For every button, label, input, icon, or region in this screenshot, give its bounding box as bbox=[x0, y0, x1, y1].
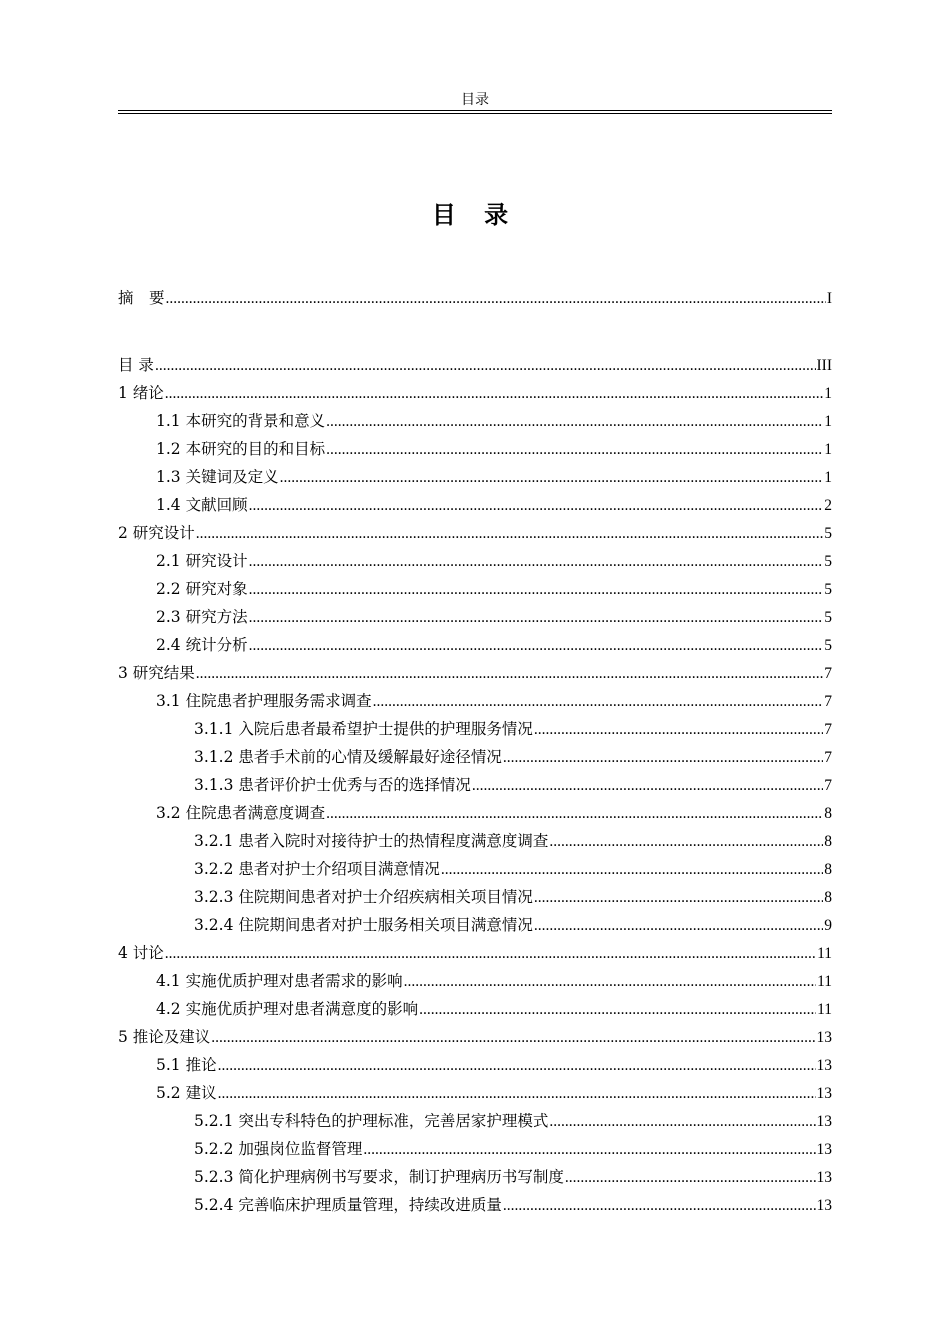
toc-entry[interactable] bbox=[118, 1165, 832, 1189]
header-divider bbox=[118, 110, 832, 114]
toc-entry-label: 3.2 住院患者满意度调查 bbox=[156, 804, 326, 822]
toc-entry-label: 3.1.2 患者手术前的心情及缓解最好途径情况 bbox=[194, 748, 502, 766]
toc-entry-page: 7 bbox=[824, 693, 832, 710]
toc-leader-dots bbox=[166, 287, 826, 311]
toc-leader-dots bbox=[196, 662, 823, 686]
toc-entry-page: 7 bbox=[824, 721, 832, 738]
toc-entry-page: 7 bbox=[824, 665, 832, 682]
toc-entry-page: 13 bbox=[816, 1057, 832, 1074]
toc-entry-label: 目 录 bbox=[118, 356, 154, 374]
toc-leader-dots bbox=[280, 466, 824, 490]
toc-entry-label: 4.1 实施优质护理对患者需求的影响 bbox=[156, 972, 403, 990]
toc-entry[interactable] bbox=[118, 521, 832, 545]
toc-leader-dots bbox=[249, 634, 824, 658]
toc-entry-page: 8 bbox=[824, 805, 832, 822]
toc-entry[interactable] bbox=[118, 857, 832, 881]
toc-leader-dots bbox=[503, 746, 823, 770]
toc-entry-label: 3.2.2 患者对护士介绍项目满意情况 bbox=[194, 860, 440, 878]
toc-entry-label: 2 研究设计 bbox=[118, 524, 195, 542]
toc-entry[interactable] bbox=[118, 605, 832, 629]
toc-entry-label: 3.2.1 患者入院时对接待护士的热情程度满意度调查 bbox=[194, 832, 549, 850]
toc-entry-label: 5.2.3 简化护理病例书写要求，制订护理病历书写制度 bbox=[194, 1168, 564, 1186]
toc-entry[interactable] bbox=[118, 493, 832, 517]
toc-entry-label: 3 研究结果 bbox=[118, 664, 195, 682]
toc-leader-dots bbox=[472, 774, 823, 798]
toc-leader-dots bbox=[565, 1166, 816, 1190]
toc-entry[interactable] bbox=[118, 941, 832, 965]
toc-entry-label: 3.2.3 住院期间患者对护士介绍疾病相关项目情况 bbox=[194, 888, 533, 906]
toc-leader-dots bbox=[326, 438, 823, 462]
toc-entry-label: 1.3 关键词及定义 bbox=[156, 468, 279, 486]
toc-leader-dots bbox=[249, 550, 824, 574]
toc-entry-page: 11 bbox=[817, 973, 832, 990]
toc-leader-dots bbox=[441, 858, 823, 882]
toc-entry-page: 8 bbox=[824, 889, 832, 906]
toc-entry-label: 1.4 文献回顾 bbox=[156, 496, 248, 514]
toc-entry[interactable] bbox=[118, 661, 832, 685]
toc-entry-label: 5.1 推论 bbox=[156, 1056, 217, 1074]
toc-entry-label: 2.4 统计分析 bbox=[156, 636, 248, 654]
toc-leader-dots bbox=[211, 1026, 815, 1050]
toc-leader-dots bbox=[326, 410, 823, 434]
toc-leader-dots bbox=[155, 354, 816, 378]
toc-entry-page: III bbox=[816, 357, 832, 374]
toc-entry-page: 5 bbox=[824, 609, 832, 626]
toc-entry-page: 8 bbox=[824, 861, 832, 878]
toc-entry[interactable] bbox=[118, 437, 832, 461]
toc-leader-dots bbox=[218, 1054, 816, 1078]
toc-entry[interactable] bbox=[118, 549, 832, 573]
toc-entry-label: 4 讨论 bbox=[118, 944, 164, 962]
toc-entry-label: 3.1.3 患者评价护士优秀与否的选择情况 bbox=[194, 776, 471, 794]
toc-leader-dots bbox=[363, 1138, 815, 1162]
toc-entry-label: 3.1.1 入院后患者最希望护士提供的护理服务情况 bbox=[194, 720, 533, 738]
toc-leader-dots bbox=[373, 690, 824, 714]
toc-entry-label: 5.2 建议 bbox=[156, 1084, 217, 1102]
toc-leader-dots bbox=[503, 1194, 816, 1218]
toc-entry[interactable] bbox=[118, 633, 832, 657]
running-header: 目录 bbox=[461, 92, 489, 108]
toc-leader-dots bbox=[549, 1110, 815, 1134]
toc-entry[interactable] bbox=[118, 913, 832, 937]
toc-entry-page: 5 bbox=[824, 637, 832, 654]
toc-entry[interactable] bbox=[118, 1081, 832, 1105]
toc-entry-label: 3.2.4 住院期间患者对护士服务相关项目满意情况 bbox=[194, 916, 533, 934]
toc-entry-page: 13 bbox=[816, 1113, 832, 1130]
toc-entry-label: 5.2.1 突出专科特色的护理标准，完善居家护理模式 bbox=[194, 1112, 549, 1130]
toc-entry-page: 5 bbox=[824, 581, 832, 598]
toc-leader-dots bbox=[165, 942, 816, 966]
toc-entry-label: 1 绪论 bbox=[118, 384, 164, 402]
toc-leader-dots bbox=[218, 1082, 816, 1106]
toc-leader-dots bbox=[165, 382, 823, 406]
toc-entry-page: 13 bbox=[816, 1029, 832, 1046]
toc-leader-dots bbox=[534, 718, 823, 742]
toc-entry-page: 13 bbox=[816, 1141, 832, 1158]
toc-entry-label: 1.2 本研究的目的和目标 bbox=[156, 440, 326, 458]
toc-entry-page: 8 bbox=[824, 833, 832, 850]
toc-leader-dots bbox=[249, 494, 824, 518]
toc-entry-label: 2.1 研究设计 bbox=[156, 552, 248, 570]
toc-entry[interactable] bbox=[118, 286, 832, 310]
toc-entry-page: 7 bbox=[824, 749, 832, 766]
toc-entry[interactable] bbox=[118, 773, 832, 797]
toc-leader-dots bbox=[196, 522, 823, 546]
toc-entry[interactable] bbox=[118, 577, 832, 601]
toc-entry-page: 13 bbox=[816, 1085, 832, 1102]
toc-entry[interactable] bbox=[118, 465, 832, 489]
toc-entry-label: 5 推论及建议 bbox=[118, 1028, 211, 1046]
toc-leader-dots bbox=[249, 606, 824, 630]
toc-entry[interactable] bbox=[118, 689, 832, 713]
toc-entry-page: 9 bbox=[824, 917, 832, 934]
toc-entry-page: 1 bbox=[824, 385, 832, 402]
toc-entry[interactable] bbox=[118, 969, 832, 993]
toc-entry-page: 5 bbox=[824, 553, 832, 570]
toc-entry[interactable] bbox=[118, 409, 832, 433]
toc-entry[interactable] bbox=[118, 801, 832, 825]
toc-entry-page: I bbox=[826, 290, 832, 307]
toc-leader-dots bbox=[534, 914, 823, 938]
toc-entry-label: 5.2.2 加强岗位监督管理 bbox=[194, 1140, 363, 1158]
toc-entry[interactable] bbox=[118, 381, 832, 405]
toc-entry-page: 5 bbox=[824, 525, 832, 542]
toc-entry-page: 2 bbox=[824, 497, 832, 514]
toc-entry-page: 13 bbox=[816, 1169, 832, 1186]
toc-leader-dots bbox=[249, 578, 824, 602]
toc-entry-label: 1.1 本研究的背景和意义 bbox=[156, 412, 326, 430]
toc-entry[interactable] bbox=[118, 1193, 832, 1217]
toc-leader-dots bbox=[419, 998, 816, 1022]
toc-entry-page: 1 bbox=[824, 469, 832, 486]
toc-leader-dots bbox=[549, 830, 823, 854]
toc-entry[interactable] bbox=[118, 885, 832, 909]
toc-leader-dots bbox=[326, 802, 823, 826]
toc-entry[interactable] bbox=[118, 1025, 832, 1049]
toc-entry-label: 5.2.4 完善临床护理质量管理，持续改进质量 bbox=[194, 1196, 502, 1214]
toc-entry-label: 4.2 实施优质护理对患者满意度的影响 bbox=[156, 1000, 419, 1018]
toc-leader-dots bbox=[404, 970, 816, 994]
page-title: 目 录 bbox=[431, 201, 519, 229]
toc-entry-page: 1 bbox=[824, 413, 832, 430]
toc-entry-label: 2.3 研究方法 bbox=[156, 608, 248, 626]
toc-entry-page: 13 bbox=[816, 1197, 832, 1214]
toc-entry[interactable] bbox=[118, 1109, 832, 1133]
toc-entry-label: 摘 要 bbox=[118, 289, 165, 307]
toc-entry[interactable] bbox=[118, 829, 832, 853]
toc-entry-page: 7 bbox=[824, 777, 832, 794]
toc-entry[interactable] bbox=[118, 745, 832, 769]
toc-leader-dots bbox=[534, 886, 823, 910]
toc-entry-page: 11 bbox=[817, 1001, 832, 1018]
toc-entry[interactable] bbox=[118, 1053, 832, 1077]
toc-entry[interactable] bbox=[118, 997, 832, 1021]
toc-entry-label: 2.2 研究对象 bbox=[156, 580, 248, 598]
toc-entry-label: 3.1 住院患者护理服务需求调查 bbox=[156, 692, 372, 710]
toc-entry[interactable] bbox=[118, 1137, 832, 1161]
toc-entry-page: 11 bbox=[817, 945, 832, 962]
toc-entry[interactable] bbox=[118, 353, 832, 377]
toc-entry-page: 1 bbox=[824, 441, 832, 458]
toc-entry[interactable] bbox=[118, 717, 832, 741]
